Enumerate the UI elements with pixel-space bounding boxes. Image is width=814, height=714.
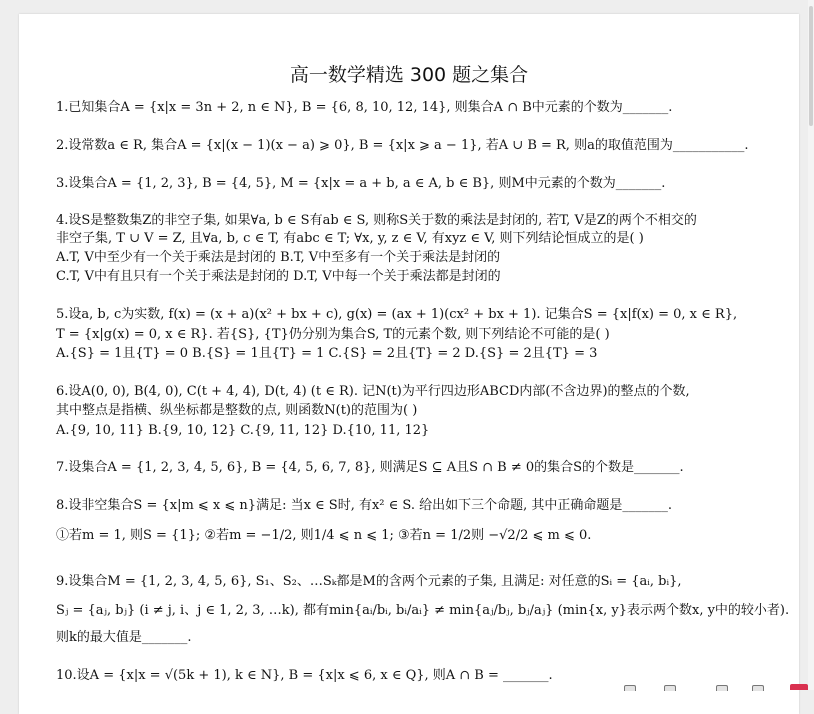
problem-5-line-2: T = {x|g(x) = 0, x ∈ R}. 若{S}, {T}仍分别为集合S, T的元素个数, 则下列结论不可能的是( ) [56,327,610,342]
grid-view-icon[interactable] [716,685,728,691]
problem-5-options: A.{S} = 1且{T} = 0 B.{S} = 1且{T} = 1 C.{S} = 2且{T} = 2 D.{S} = 2且{T} = 3 [56,346,598,361]
problem-5-line-1: 5.设a, b, c为实数, f(x) = (x + a)(x² + bx + c), g(x) = (ax + 1)(cx² + bx + 1). 记集合S = {x|f(x) = 0, x ∈ R}, [56,307,738,322]
problem-6-options: A.{9, 10, 11} B.{9, 10, 12} C.{9, 11, 12} D.{10, 11, 12} [56,423,430,438]
problem-2: 2.设常数a ∈ R, 集合A = {x|(x − 1)(x − a) ⩾ 0}, B = {x|x ⩾ a − 1}, 若A ∪ B = R, 则a的取值范围为___________. [56,138,749,153]
problem-1: 1.已知集合A = {x|x = 3n + 2, n ∈ N}, B = {6, 8, 10, 12, 14}, 则集合A ∩ B中元素的个数为_______. [56,100,673,115]
page-view-icon[interactable] [624,685,636,691]
problem-6-line-2: 其中整点是指横、纵坐标都是整数的点, 则函数N(t)的范围为( ) [56,403,418,418]
problem-9-line-2: Sⱼ = {aⱼ, bⱼ} (i ≠ j, i、j ∈ 1, 2, 3, …k), 都有min{aᵢ/bᵢ, bᵢ/aᵢ} ≠ min{aⱼ/bⱼ, bⱼ/aⱼ} (min{x, y}表示两个数x, y中的较小者). [56,603,790,618]
problem-8-line-1: 8.设非空集合S = {x|m ⩽ x ⩽ n}满足: 当x ∈ S时, 有x² ∈ S. 给出如下三个命题, 其中正确命题是_______. [56,498,673,513]
document-title: 高一数学精选 300 题之集合 [289,64,529,86]
problem-8-propositions: ①若m = 1, 则S = {1}; ②若m = −1/2, 则1/4 ⩽ n ⩽ 1; ③若n = 1/2则 −√2/2 ⩽ m ⩽ 0. [56,528,592,543]
problem-6-line-1: 6.设A(0, 0), B(4, 0), C(t + 4, 4), D(t, 4) (t ∈ R). 记N(t)为平行四边形ABCD内部(不含边界)的整点的个数, [56,384,690,399]
zoom-icon[interactable] [752,685,764,691]
problem-4-line-2: 非空子集, T ∪ V = Z, 且∀a, b, c ∈ T, 有abc ∈ T; ∀x, y, z ∈ V, 有xyz ∈ V, 则下列结论恒成立的是( ) [56,231,644,246]
vertical-scrollbar[interactable] [808,0,814,690]
problem-9-line-1: 9.设集合M = {1, 2, 3, 4, 5, 6}, S₁、S₂、…Sₖ都是M的含两个元素的子集, 且满足: 对任意的Sᵢ = {aᵢ, bᵢ}, [56,574,682,589]
problem-10: 10.设A = {x|x = √(5k + 1), k ∈ N}, B = {x|x ⩽ 6, x ∈ Q}, 则A ∩ B = _______. [56,668,553,683]
problem-4-option-ab: A.T, V中至少有一个关于乘法是封闭的 B.T, V中至多有一个关于乘法是封闭的 [56,250,501,265]
problem-9-line-3: 则k的最大值是_______. [56,630,192,645]
problem-7: 7.设集合A = {1, 2, 3, 4, 5, 6}, B = {4, 5, 6, 7, 8}, 则满足S ⊆ A且S ∩ B ≠ 0的集合S的个数是_______. [56,460,684,475]
problem-3: 3.设集合A = {1, 2, 3}, B = {4, 5}, M = {x|x = a + b, a ∈ A, b ∈ B}, 则M中元素的个数为_______. [56,176,666,191]
document-page [19,14,799,714]
share-icon[interactable] [790,684,808,690]
bottom-toolbar [620,683,814,690]
problem-4-line-1: 4.设S是整数集Z的非空子集, 如果∀a, b ∈ S有ab ∈ S, 则称S关于数的乘法是封闭的, 若T, V是Z的两个不相交的 [56,213,697,228]
two-page-icon[interactable] [664,685,676,691]
scrollbar-thumb[interactable] [809,6,813,126]
problem-4-option-cd: C.T, V中有且只有一个关于乘法是封闭的 D.T, V中每一个关于乘法都是封闭的 [56,269,501,284]
